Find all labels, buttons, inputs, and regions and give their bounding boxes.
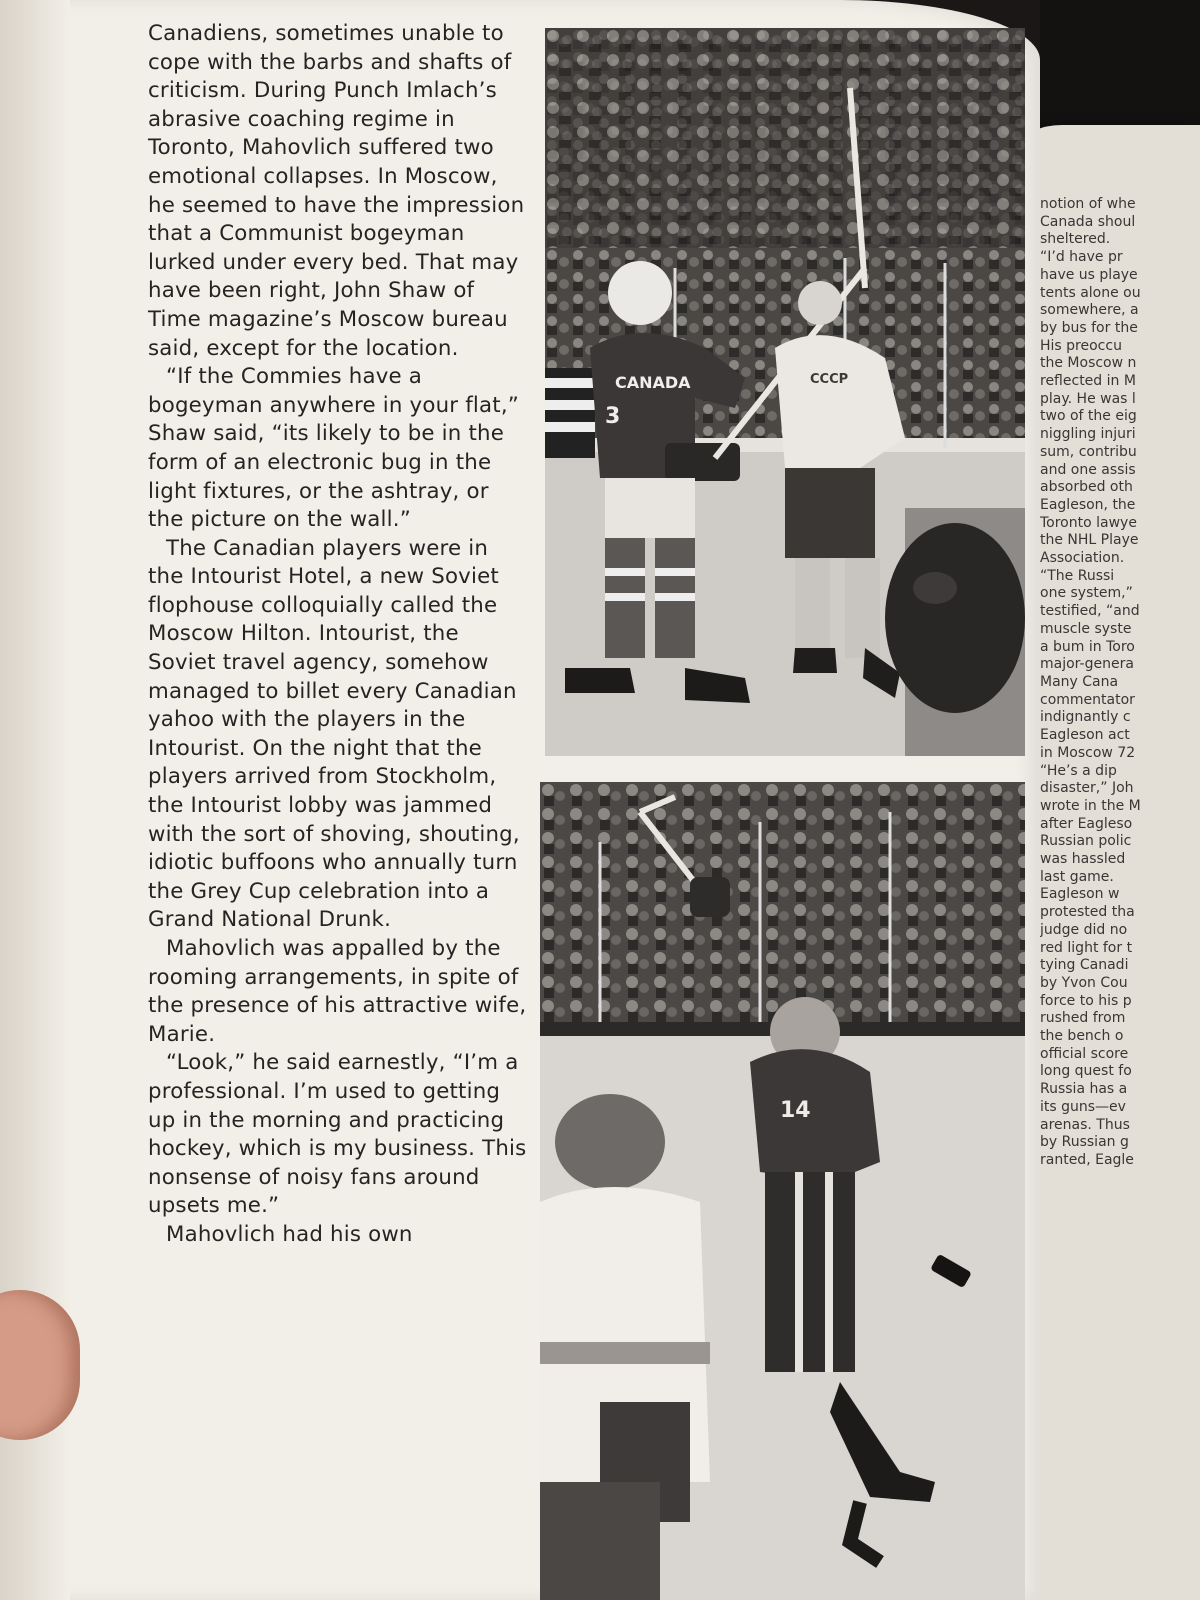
facing-line: “The Russi: [1040, 567, 1115, 584]
photo-top: [545, 28, 1025, 756]
facing-line: commentator: [1040, 691, 1135, 708]
facing-line: indignantly c: [1040, 709, 1131, 726]
facing-line: notion of whe: [1040, 196, 1136, 212]
facing-line: force to his p: [1040, 992, 1132, 1009]
paragraph: The Canadian players were in the Intourist Hotel, a new Soviet flophouse colloquially called the Moscow Hilton. Intourist, the Soviet travel agency, somehow managed to billet every Canadian yahoo with the players in the Intourist. On the night that the players arrived from Stockholm, the Intourist lobby was jammed with the sort of shoving, shouting, idiotic buffoons who annually turn the Grey Cup celebration into a Grand National Drunk.: [148, 535, 520, 933]
facing-line: Canada shoul: [1040, 213, 1136, 230]
facing-line: in Moscow 72: [1040, 744, 1136, 761]
facing-line: judge did no: [1040, 921, 1128, 938]
facing-line: absorbed oth: [1040, 479, 1133, 496]
facing-line: Russian polic: [1040, 833, 1132, 850]
facing-line: tents alone ou: [1040, 284, 1141, 301]
facing-line: play. He was l: [1040, 390, 1136, 407]
facing-line: “I’d have pr: [1040, 249, 1123, 266]
facing-line: Eagleson, the: [1040, 496, 1136, 513]
facing-line: reflected in M: [1040, 373, 1136, 390]
facing-line: Association.: [1040, 550, 1125, 567]
facing-line: last game.: [1040, 868, 1114, 885]
jersey-lettering: CANADA: [615, 373, 691, 392]
facing-line: wrote in the M: [1040, 797, 1141, 814]
facing-line: by bus for the: [1040, 319, 1138, 336]
facing-line: sheltered.: [1040, 231, 1111, 248]
facing-line: red light for t: [1040, 939, 1133, 956]
paragraph: “If the Commies have a bogeyman anywhere in your flat,” Shaw said, “its likely to be in the form of an electronic bug in the light fixtures, or the ashtray, or the picture on the wall.”: [148, 364, 520, 533]
opponent-lettering: CCCP: [810, 372, 849, 387]
facing-line: tying Canadi: [1040, 957, 1129, 974]
facing-line: ranted, Eagle: [1040, 1151, 1134, 1168]
facing-line: arenas. Thus: [1040, 1116, 1130, 1133]
facing-line: “He’s a dip: [1040, 762, 1117, 779]
article-column: [148, 20, 528, 1250]
facing-line: sum, contribu: [1040, 443, 1137, 460]
facing-line: niggling injuri: [1040, 426, 1136, 443]
photo-bottom: [540, 782, 1025, 1600]
facing-line: after Eagleso: [1040, 815, 1133, 832]
paragraph: Canadiens, sometimes unable to cope with the barbs and shafts of criticism. During Punch Imlach’s abrasive coaching regime in Toronto, Mahovlich suffered two emotional collapses. In Moscow, he seemed to have the impression that a Communist bogeyman lurked under every bed. That may have been right, John Shaw of Time magazine’s Moscow bureau said, except for the location.: [148, 21, 525, 361]
facing-line: have us playe: [1040, 266, 1138, 283]
facing-line: was hassled: [1040, 851, 1126, 868]
facing-line: the bench o: [1040, 1028, 1124, 1045]
facing-line: His preoccu: [1040, 337, 1122, 354]
paragraph: “Look,” he said earnestly, “I’m a professional. I’m used to getting up in the morning and practicing hockey, which is my business. This nonsense of noisy fans around upsets me.”: [148, 1050, 527, 1219]
facing-line: official score: [1040, 1045, 1129, 1062]
facing-line: the NHL Playe: [1040, 532, 1139, 549]
facing-line: Eagleson w: [1040, 886, 1120, 903]
facing-line: long quest fo: [1040, 1063, 1132, 1080]
paragraph: Mahovlich had his own: [166, 1221, 413, 1247]
facing-line: the Moscow n: [1040, 355, 1137, 372]
facing-line: protested tha: [1040, 904, 1135, 921]
facing-line: testified, “and: [1040, 603, 1140, 620]
paragraph: Mahovlich was appalled by the rooming arrangements, in spite of the presence of his attractive wife, Marie.: [148, 936, 527, 1047]
facing-line: Toronto lawye: [1040, 514, 1137, 531]
facing-line: Eagleson act: [1040, 727, 1130, 744]
facing-line: disaster,” Joh: [1040, 780, 1134, 797]
facing-line: major-genera: [1040, 656, 1134, 673]
facing-line: a bum in Toro: [1040, 638, 1135, 655]
facing-page-text: [1040, 196, 1200, 1170]
jersey-number: 3: [605, 404, 621, 429]
facing-line: Many Cana: [1040, 673, 1119, 690]
facing-line: somewhere, a: [1040, 302, 1139, 319]
jersey-number-bottom: 14: [780, 1098, 811, 1123]
facing-line: muscle syste: [1040, 620, 1132, 637]
facing-line: two of the eig: [1040, 408, 1137, 425]
facing-line: its guns—ev: [1040, 1098, 1126, 1115]
facing-line: Russia has a: [1040, 1081, 1128, 1098]
facing-line: rushed from: [1040, 1010, 1126, 1027]
facing-line: one system,”: [1040, 585, 1133, 602]
facing-line: by Yvon Cou: [1040, 974, 1128, 991]
facing-line: by Russian g: [1040, 1134, 1129, 1151]
facing-line: and one assis: [1040, 461, 1136, 478]
